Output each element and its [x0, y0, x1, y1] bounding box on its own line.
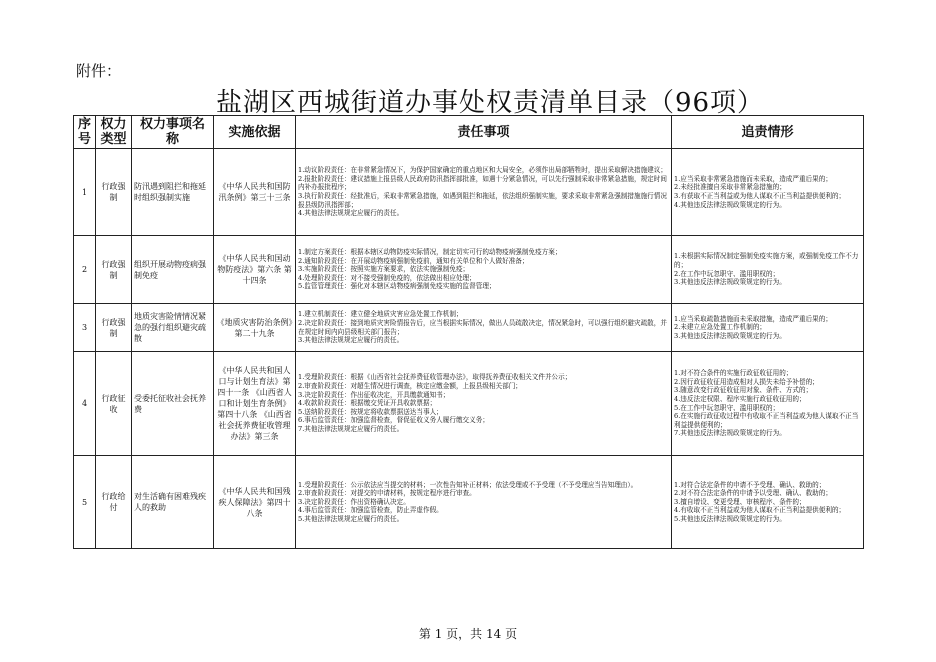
responsibility-line: 1.建立机制责任：建立健全地质灾害应急处置工作机制；	[298, 310, 463, 319]
table-row	[74, 149, 864, 236]
row-no: 3	[74, 304, 96, 352]
responsibility-line: 1.制定方案责任：根据本辖区动物防疫实际情况，制定切实可行的动物疫病强制免疫方案；	[298, 248, 562, 257]
accountability-line: 3.其他违反法律法规政策规定的行为。	[674, 278, 786, 287]
row-type: 行政强制	[96, 149, 132, 236]
responsibility-line: 1.受理阶段责任：根据《山西省社会抚养费征收管理办法》，取得抚养费征收相关文件并公示；	[298, 373, 572, 382]
accountability-line: 1.应当采取疏散措施而未采取措施，造成严重后果的；	[674, 314, 832, 323]
responsibility-line: 3.决定阶段责任：作出征收决定，开具缴款通知书；	[298, 390, 450, 399]
row-accountability	[672, 236, 864, 304]
row-responsibilities	[296, 456, 672, 549]
row-basis: 《中华人民共和国残疾人保障法》第四十八条	[214, 456, 296, 549]
accountability-line: 3.其他违反法律法规政策规定的行为。	[674, 331, 786, 340]
responsibility-line: 2.审查阶段责任：对提交的申请材料，按规定程序进行审查。	[298, 489, 476, 498]
row-basis: 《地质灾害防治条例》第二十九条	[214, 304, 296, 352]
accountability-line: 5.其他违反法律法规政策规定的行为。	[674, 514, 786, 523]
responsibility-line: 3.其他法律法规规定应履行的责任。	[298, 336, 404, 345]
page-footer: 第 1 页，共 14 页	[418, 627, 518, 641]
row-type: 行政强制	[96, 236, 132, 304]
header-accountability: 追责情形	[672, 116, 864, 149]
table-row	[74, 456, 864, 549]
row-responsibilities	[296, 352, 672, 456]
row-no: 2	[74, 236, 96, 304]
accountability-line: 2.未建立应急处置工作机制的；	[674, 323, 767, 332]
responsibility-line: 4.收款阶段责任：根据缴交凭证开具收款票据；	[298, 399, 437, 408]
responsibility-line: 3.决定阶段责任：作出资格确认决定。	[298, 497, 410, 506]
row-basis: 《中华人民共和国防汛条例》第三十三条	[214, 149, 296, 236]
accountability-line: 1.未根据实际情况制定强制免疫实施方案，或强制免疫工作不力的；	[674, 252, 859, 269]
row-no: 1	[74, 149, 96, 236]
table-row	[74, 304, 864, 352]
responsibility-line: 4.处理阶段责任：对不接受强制免疫的，依法做出相应处理；	[298, 273, 476, 282]
row-name: 防汛遇到阻拦和拖延时组织强制实施	[132, 149, 214, 236]
row-accountability	[672, 149, 864, 236]
responsibility-line: 5.送纳阶段责任：按规定将收款票据送达当事人；	[298, 407, 443, 416]
accountability-line: 4.有收取不正当利益或为他人谋取不正当利益提供便利的；	[674, 506, 846, 515]
responsibility-line: 5.其他法律法规规定应履行的责任。	[298, 514, 404, 523]
accountability-line: 3.擅自增设、变更受理、审核程序、条件的；	[674, 497, 806, 506]
accountability-line: 6.在实施行政征收过程中有收取不正当利益或为他人谋取不正当利益提供便利的；	[674, 412, 859, 429]
responsibility-line: 3.执行阶段责任：经批准后，采取非常紧急措施，如遇到阻拦和拖延，依法组织强制实施，要求采取非常紧急强制措施施行情况报县级防汛指挥部；	[298, 192, 667, 209]
table-row	[74, 352, 864, 456]
header-basis: 实施依据	[214, 116, 296, 149]
accountability-line: 4.违反法定权限、程序实施行政征收征用的；	[674, 394, 806, 403]
row-responsibilities	[296, 236, 672, 304]
row-no: 4	[74, 352, 96, 456]
power-list-table	[73, 115, 864, 549]
header-name: 权力事项名称	[132, 116, 214, 149]
row-responsibilities	[296, 149, 672, 236]
row-name: 地质灾害险情情况紧急的强行组织避灾疏散	[132, 304, 214, 352]
header-responsibilities: 责任事项	[296, 116, 672, 149]
accountability-line: 2.未经批准擅自采取非常紧急措施的；	[674, 183, 786, 192]
row-basis: 《中华人民共和国人口与计划生育法》第四十一条 《山西省人口和计划生育条例》第四十八条 《山西省社会抚养费征收管理办法》第三条	[214, 352, 296, 456]
responsibility-line: 3.实施阶段责任：按照实施方案要求，依法实施强制免疫；	[298, 265, 470, 274]
page-title: 盐湖区西城街道办事处权责清单目录（96项）	[215, 88, 765, 118]
attachment-label: 附件：	[76, 62, 122, 80]
accountability-line: 1.对不符合条件的实施行政征收征用的；	[674, 369, 793, 378]
accountability-line: 2.因行政征收征用造成相对人损失未给予补偿的；	[674, 377, 819, 386]
responsibility-line: 6.事后监管责任：加强监督检查，督促征收义务人履行缴交义务；	[298, 416, 489, 425]
accountability-line: 4.其他违反法律法规政策规定的行为。	[674, 200, 786, 209]
responsibility-line: 5.监管管理责任：强化对本辖区动物疫病强制免疫实施的监督管理；	[298, 282, 496, 291]
row-type: 行政强制	[96, 304, 132, 352]
row-name: 组织开展动物疫病强制免疫	[132, 236, 214, 304]
row-accountability	[672, 456, 864, 549]
responsibility-line: 2.决定阶段责任：接到地质灾害险情报告后，应当根据实际情况，做出人员疏散决定，情况紧急时，可以强行组织避灾疏散，并在规定时间内向县级相关部门报告；	[298, 318, 667, 336]
accountability-line: 2.对不符合法定条件的申请予以受理、确认、救助的；	[674, 489, 832, 498]
accountability-line: 7.其他违反法律法规政策规定的行为。	[674, 429, 786, 438]
row-accountability	[672, 352, 864, 456]
row-accountability	[672, 304, 864, 352]
accountability-line: 3.有获取不正当利益或为他人谋取不正当利益提供便利的；	[674, 192, 846, 200]
row-responsibilities	[296, 304, 672, 352]
responsibility-line: 4.其他法律法规规定应履行的责任。	[298, 209, 404, 218]
row-type: 行政给付	[96, 456, 132, 549]
header-no: 序号	[74, 116, 96, 149]
responsibility-line: 1.动议阶段责任：在非常紧急情况下，为保护国家确定的重点地区和大局安全，必须作出局部牺牲时，提出采取解决措施建议；	[298, 166, 667, 175]
accountability-line: 3.随意改变行政征收征用对象、条件、方式的；	[674, 386, 813, 395]
responsibility-line: 7.其他法律法规规定应履行的责任。	[298, 424, 404, 433]
row-type: 行政征收	[96, 352, 132, 456]
responsibility-line: 4.事后监管责任：加强监管检查，防止弄虚作假。	[298, 506, 443, 515]
accountability-line: 1.对符合法定条件的申请不予受理、确认、救助的；	[674, 480, 826, 489]
accountability-line: 5.在工作中玩忽职守、滥用职权的；	[674, 403, 780, 412]
table-row	[74, 236, 864, 304]
responsibility-line: 2.审查阶段责任：对超生情况进行调查，核定应缴金额，上报县级相关部门；	[298, 382, 522, 391]
responsibility-line: 1.受理阶段责任：公示依法应当提交的材料；一次性告知补正材料；依法受理或不予受理（不予受理应当告知理由）。	[298, 480, 638, 489]
responsibility-line: 2.报批阶段责任：建议措施上报县级人民政府防汛指挥部批准，如遇十分紧急情况，可以先行强制采取非常紧急措施，规定时间内补办报批程序；	[298, 174, 667, 192]
header-type: 权力类型	[96, 116, 132, 149]
accountability-line: 2.在工作中玩忽职守、滥用职权的；	[674, 269, 780, 278]
row-basis: 《中华人民共和国动物防疫法》第六条 第十四条	[214, 236, 296, 304]
table-header-row	[74, 116, 864, 149]
row-name: 受委托征收社会抚养费	[132, 352, 214, 456]
responsibility-line: 2.通知阶段责任：在开展动物疫病强制免疫前，通知有关单位和个人做好准备；	[298, 256, 529, 265]
row-name: 对生活确有困难残疾人的救助	[132, 456, 214, 549]
row-no: 5	[74, 456, 96, 549]
accountability-line: 1.应当采取非常紧急措施而未采取，造成严重后果的；	[674, 174, 832, 183]
